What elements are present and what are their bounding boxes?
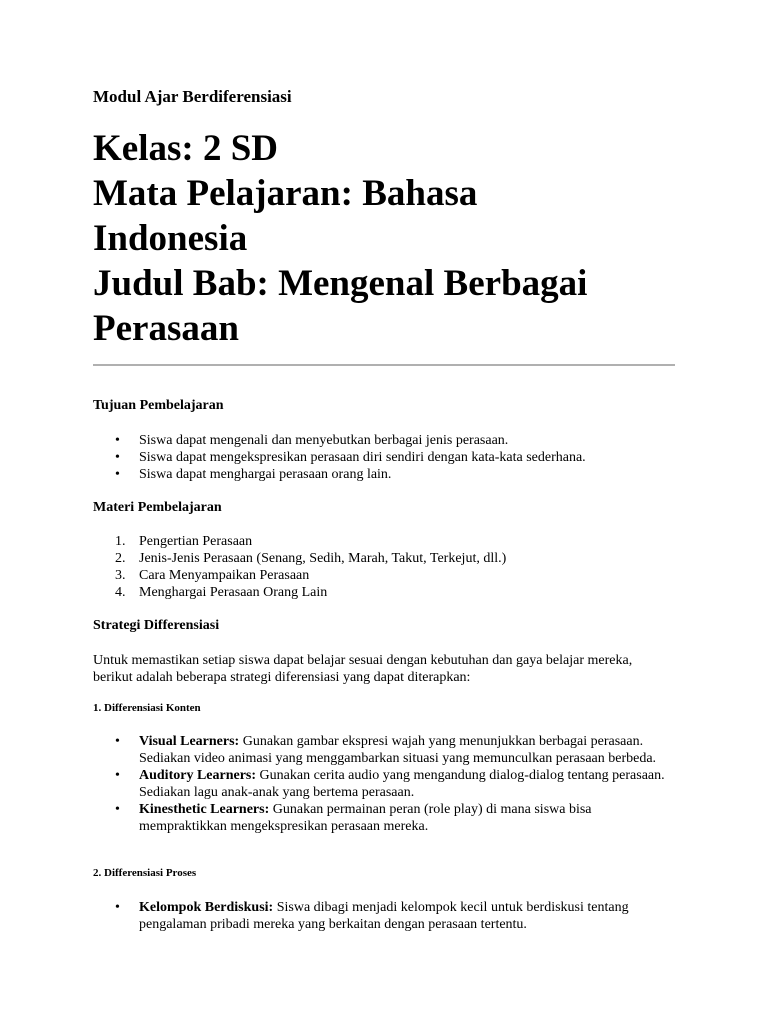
strategi-intro: Untuk memastikan setiap siswa dapat belajar sesuai dengan kebutuhan dan gaya belajar mereka, berikut adalah beberapa strategi diferensiasi yang dapat diterapkan: (93, 653, 633, 685)
section-heading-tujuan: Tujuan Pembelajaran (93, 398, 224, 413)
konten-list (93, 733, 673, 835)
title-line: Indonesia (93, 218, 248, 259)
list-item: 3. Cara Menyampaikan Perasaan (115, 568, 310, 583)
subsection-heading-proses: 2. Differensiasi Proses (93, 867, 197, 879)
title-line: Mata Pelajaran: Bahasa (93, 173, 478, 214)
title-line: Perasaan (93, 308, 239, 349)
list-item: • Siswa dapat menghargai perasaan orang lain. (115, 467, 392, 482)
section-heading-strategi: Strategi Differensiasi (93, 618, 220, 633)
subsection-heading-konten: 1. Differensiasi Konten (93, 702, 201, 714)
bullet-icon: • (115, 433, 120, 448)
list-item: • Auditory Learners: Gunakan cerita audio yang mengandung dialog-dialog tentang perasaan. Sediakan lagu anak-anak yang bertema perasaan. (115, 768, 665, 800)
bullet-icon: • (115, 768, 120, 783)
list-item: • Kelompok Berdiskusi: Siswa dibagi menjadi kelompok kecil untuk berdiskusi tentang pengalaman pribadi mereka yang berkaitan dengan perasaan tertentu. (115, 900, 629, 932)
list-item: • Siswa dapat mengenali dan menyebutkan berbagai jenis perasaan. (115, 433, 509, 448)
tujuan-list (93, 432, 673, 483)
list-item: 1. Pengertian Perasaan (115, 534, 253, 549)
list-item: • Siswa dapat mengekspresikan perasaan diri sendiri dengan kata-kata sederhana. (115, 450, 586, 465)
bullet-icon: • (115, 734, 120, 749)
proses-list (93, 899, 673, 933)
horizontal-divider (93, 364, 675, 366)
list-item: 4. Menghargai Perasaan Orang Lain (115, 585, 328, 600)
section-heading-materi: Materi Pembelajaran (93, 500, 222, 515)
bullet-icon: • (115, 900, 120, 915)
list-item: • Kinesthetic Learners: Gunakan permainan peran (role play) di mana siswa bisa mempraktikkan mengekspresikan perasaan mereka. (115, 802, 592, 834)
document-subtitle: Modul Ajar Berdiferensiasi (93, 87, 292, 106)
list-item: • Visual Learners: Gunakan gambar ekspresi wajah yang menunjukkan berbagai perasaan. Sediakan video animasi yang menggambarkan situasi yang memunculkan perasaan berbeda. (115, 734, 657, 766)
materi-list (93, 533, 673, 601)
document-title (93, 126, 693, 351)
bullet-icon: • (115, 450, 120, 465)
bullet-icon: • (115, 467, 120, 482)
bullet-icon: • (115, 802, 120, 817)
list-item: 2. Jenis-Jenis Perasaan (Senang, Sedih, Marah, Takut, Terkejut, dll.) (115, 551, 507, 566)
title-line: Kelas: 2 SD (93, 128, 278, 169)
title-line: Judul Bab: Mengenal Berbagai (93, 263, 588, 304)
